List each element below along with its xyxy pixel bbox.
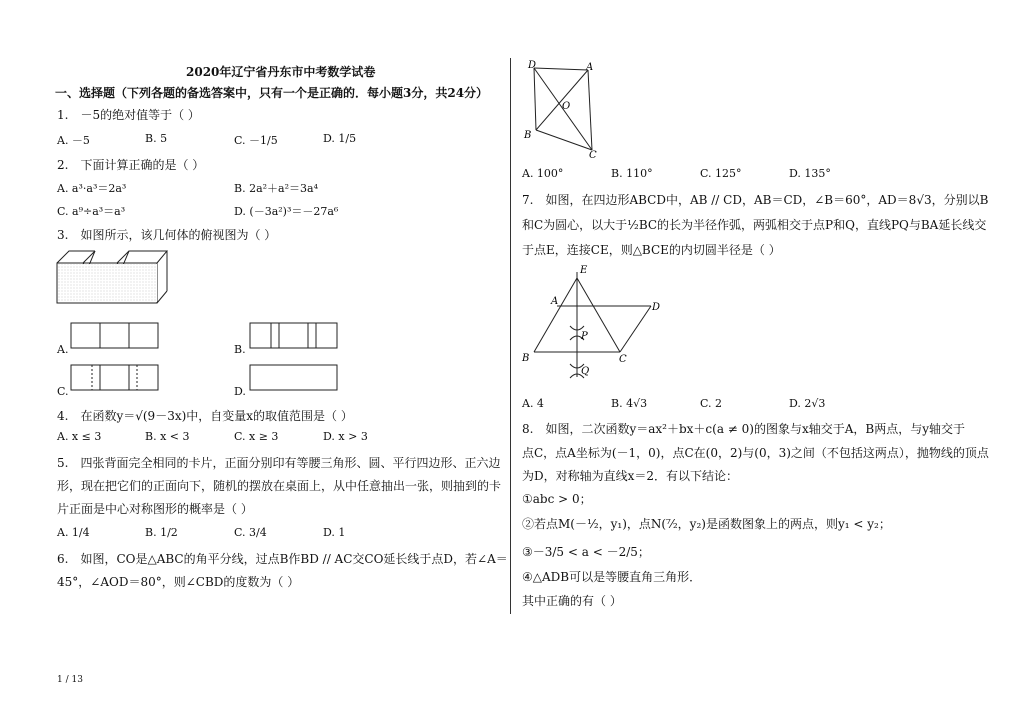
q8-line-2: 点C，点A坐标为(－1，0)，点C在(0，2)与(0，3)之间（不包括这两点），抛物线的顶点 — [522, 446, 989, 460]
q7-line-3: 于点E，连接CE，则△BCE的内切圆半径是（ ） — [522, 243, 781, 257]
q8-line-1: 8. 如图，二次函数y＝ax²＋bx＋c(a ≠ 0)的图象与x轴交于A，B两点，与y轴交于 — [522, 422, 966, 436]
q1-option-c: C. －1/5 — [234, 134, 278, 147]
q7-option-b: B. 4√3 — [611, 397, 648, 410]
solid-figure — [55, 248, 170, 308]
q4-option-a: A. x ≤ 3 — [57, 430, 102, 443]
q5-option-b: B. 1/2 — [145, 526, 178, 539]
q2-option-d: D. (－3a²)³＝－27a⁶ — [234, 205, 339, 218]
q7-label-c: C — [619, 354, 627, 365]
q1-option-a: A. －5 — [57, 134, 90, 147]
q5-line-2: 形，现在把它们的正面向下，随机的摆放在桌面上，从中任意抽出一张，则抽到的卡 — [57, 479, 502, 493]
q4-stem: 4. 在函数y＝√(9－3x)中，自变量x的取值范围是（ ） — [57, 409, 353, 423]
q8-conclusion-4: ④△ADB可以是等腰直角三角形． — [522, 570, 702, 584]
q3-stem: 3. 如图所示，该几何体的俯视图为（ ） — [57, 228, 277, 242]
q4-option-c: C. x ≥ 3 — [234, 430, 279, 443]
q4-option-d: D. x > 3 — [323, 430, 368, 443]
q2-option-a: A. a³·a³＝2a³ — [57, 182, 127, 195]
q8-ask: 其中正确的有（ ） — [522, 594, 622, 608]
q8-conclusion-1: ①abc > 0； — [522, 492, 592, 506]
q6-option-b: B. 110° — [611, 167, 653, 180]
q6-option-c: C. 125° — [700, 167, 742, 180]
q7-label-q: Q — [581, 366, 590, 377]
q1-option-d: D. 1/5 — [323, 132, 357, 145]
q3-option-a-figure — [70, 322, 160, 350]
q2-stem: 2. 下面计算正确的是（ ） — [57, 158, 205, 172]
q7-label-a: A — [551, 296, 559, 307]
q3-option-a: A. — [57, 343, 69, 356]
q6-line-1: 6. 如图，CO是△ABC的角平分线，过点B作BD // AC交CO延长线于点D，若∠A＝ — [57, 552, 508, 566]
q8-line-3: 为D，对称轴为直线x＝2．有以下结论： — [522, 469, 739, 483]
q6-label-c: C — [589, 150, 597, 160]
q5-option-d: D. 1 — [323, 526, 346, 539]
q5-option-c: C. 3/4 — [234, 526, 267, 539]
q3-option-c: C. — [57, 385, 69, 398]
q5-line-3: 片正面是中心对称图形的概率是（ ） — [57, 502, 253, 516]
q7-label-e: E — [580, 265, 588, 276]
q1-option-b: B. 5 — [145, 132, 168, 145]
q2-option-b: B. 2a²＋a²＝3a⁴ — [234, 182, 318, 195]
q6-label-d: D — [528, 60, 537, 71]
q7-option-d: D. 2√3 — [789, 397, 826, 410]
q7-figure — [518, 262, 668, 384]
q8-conclusion-3: ③－3/5 < a < －2/5； — [522, 545, 650, 559]
section-heading: 一、选择题（下列各题的备选答案中，只有一个是正确的．每小题3分，共24分） — [55, 86, 489, 100]
q3-option-d-figure — [249, 364, 339, 392]
column-divider — [510, 58, 511, 614]
q1-stem: 1. －5的绝对值等于（ ） — [57, 108, 200, 122]
q6-line-2: 45°，∠AOD＝80°，则∠CBD的度数为（ ） — [57, 575, 300, 589]
q6-label-o: O — [562, 101, 571, 112]
q7-label-d: D — [652, 302, 661, 313]
q6-option-a: A. 100° — [522, 167, 564, 180]
q3-option-c-figure — [70, 364, 160, 392]
q7-label-b: B — [522, 353, 530, 364]
q4-option-b: B. x < 3 — [145, 430, 190, 443]
q3-option-d: D. — [234, 385, 246, 398]
q7-line-1: 7. 如图，在四边形ABCD中，AB // CD，AB＝CD，∠B＝60°，AD＝8√3，分别以B — [522, 193, 989, 207]
q7-option-c: C. 2 — [700, 397, 723, 410]
q7-line-2: 和C为圆心，以大于½BC的长为半径作弧，两弧相交于点P和Q，直线PQ与BA延长线交 — [522, 218, 987, 232]
q2-option-c: C. a⁹÷a³＝a³ — [57, 205, 126, 218]
q3-option-b-figure — [249, 322, 339, 350]
page-number: 1 / 13 — [57, 675, 83, 685]
q5-line-1: 5. 四张背面完全相同的卡片，正面分别印有等腰三角形、圆、平行四边形、正六边 — [57, 456, 501, 470]
q7-option-a: A. 4 — [522, 397, 544, 410]
q6-label-b: B — [524, 130, 532, 141]
q7-label-p: P — [581, 331, 588, 342]
q6-figure — [520, 58, 610, 160]
q6-option-d: D. 135° — [789, 167, 831, 180]
q6-label-a: A — [586, 62, 594, 73]
page-title: 2020年辽宁省丹东市中考数学试卷 — [186, 65, 376, 79]
q8-conclusion-2: ②若点M(－½，y₁)，点N(⁷⁄₂，y₂)是函数图象上的两点，则y₁ < y₂； — [522, 517, 891, 531]
q3-option-b: B. — [234, 343, 246, 356]
q5-option-a: A. 1/4 — [57, 526, 90, 539]
